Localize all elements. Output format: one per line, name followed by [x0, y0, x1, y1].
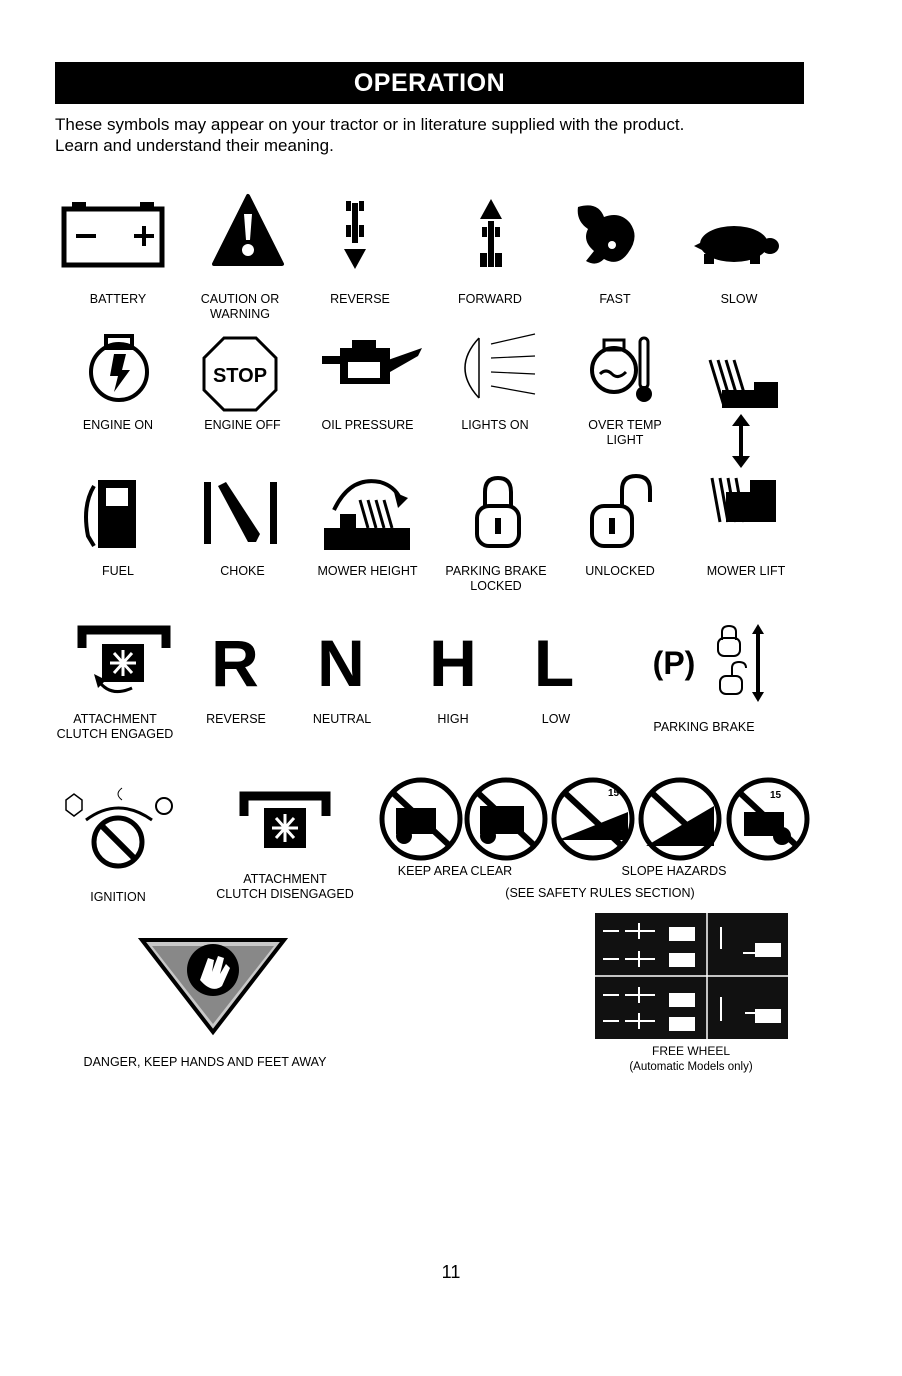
page-number: 11 — [441, 1262, 461, 1282]
padlock-locked-icon — [473, 474, 523, 550]
danger-hands-icon — [138, 936, 288, 1036]
oil-can-icon — [318, 338, 424, 394]
caution-label-line-1: CAUTION OR — [200, 292, 280, 306]
oil-pressure-label: OIL PRESSURE — [321, 418, 414, 432]
attachment-engaged-label — [40, 712, 190, 742]
engine-on-icon — [84, 332, 154, 404]
unlocked-label: UNLOCKED — [585, 564, 655, 578]
rabbit-icon — [568, 197, 644, 273]
ignition-label: IGNITION — [90, 890, 146, 904]
attachment-engaged-line-2: CLUTCH ENGAGED — [56, 727, 174, 741]
slope-3-degree-text: 15 — [770, 790, 782, 801]
attachment-disengaged-label — [200, 872, 370, 902]
danger-label: DANGER, KEEP HANDS AND FEET AWAY — [83, 1055, 327, 1069]
keep-area-clear-icon-2 — [467, 780, 545, 858]
reverse-letter: R — [211, 626, 259, 700]
slope-hazards-label: SLOPE HAZARDS — [621, 864, 727, 878]
parking-brake-locked-line-1: PARKING BRAKE — [445, 564, 547, 578]
free-wheel-panel — [595, 913, 788, 1039]
parking-brake-locked-label — [432, 564, 560, 594]
mower-down-icon — [704, 354, 784, 410]
forward-arrow-icon — [476, 197, 506, 271]
choke-label: CHOKE — [220, 564, 265, 578]
over-temp-label — [570, 418, 680, 448]
padlock-unlocked-icon — [588, 472, 664, 550]
attachment-clutch-disengaged-icon — [238, 786, 332, 852]
headlight-icon — [447, 330, 539, 406]
slope-hazard-icon-3 — [729, 780, 807, 858]
attachment-disengaged-line-1: ATTACHMENT — [243, 872, 327, 886]
free-wheel-label: FREE WHEEL — [651, 1044, 730, 1058]
reverse-letter-label: REVERSE — [206, 712, 266, 726]
low-letter: L — [533, 626, 575, 700]
battery-label: BATTERY — [89, 292, 147, 306]
stop-sign-text: STOP — [212, 365, 268, 387]
mower-height-label: MOWER HEIGHT — [317, 564, 418, 578]
up-down-arrow-icon — [730, 412, 752, 470]
mower-up-icon — [706, 474, 778, 524]
automatic-models-label: (Automatic Models only) — [629, 1061, 753, 1073]
slope-hazard-icon-1 — [554, 780, 632, 858]
slow-label: SLOW — [720, 292, 758, 306]
low-label: LOW — [541, 712, 571, 726]
high-letter: H — [429, 626, 477, 700]
slope-hazard-icon-2 — [641, 780, 719, 858]
parking-brake-icon — [644, 622, 784, 704]
reverse-label: REVERSE — [330, 292, 390, 306]
turtle-icon — [688, 218, 780, 266]
page-title: OPERATION — [55, 62, 804, 104]
intro-text — [55, 114, 835, 156]
fast-label: FAST — [599, 292, 631, 306]
caution-warning-icon — [210, 192, 286, 268]
high-label: HIGH — [437, 712, 469, 726]
over-temp-label-line-2: LIGHT — [606, 433, 644, 447]
safety-hazard-circles — [378, 776, 812, 862]
reverse-arrow-icon — [340, 197, 370, 271]
engine-off-label: ENGINE OFF — [204, 418, 281, 432]
mower-lift-label: MOWER LIFT — [706, 564, 786, 578]
neutral-label: NEUTRAL — [312, 712, 372, 726]
neutral-letter: N — [317, 626, 365, 700]
caution-label-line-2: WARNING — [210, 307, 270, 321]
attachment-engaged-line-1: ATTACHMENT — [73, 712, 157, 726]
over-temp-icon — [586, 334, 656, 404]
fuel-pump-icon — [80, 476, 140, 552]
mower-height-icon — [320, 470, 414, 552]
keep-area-clear-label: KEEP AREA CLEAR — [397, 864, 513, 878]
attachment-disengaged-line-2: CLUTCH DISENGAGED — [216, 887, 354, 901]
intro-line-1: These symbols may appear on your tractor or in literature supplied with the product. — [55, 115, 685, 134]
forward-label: FORWARD — [458, 292, 522, 306]
attachment-clutch-engaged-icon — [76, 620, 172, 700]
see-safety-rules-label: (SEE SAFETY RULES SECTION) — [505, 886, 695, 900]
keep-area-clear-icon-1 — [382, 780, 460, 858]
battery-icon — [60, 200, 170, 268]
ignition-switch-icon — [58, 780, 188, 872]
choke-icon — [200, 480, 284, 546]
engine-on-label: ENGINE ON — [82, 418, 154, 432]
parking-p-text: (P) — [652, 645, 696, 681]
intro-line-2: Learn and understand their meaning. — [55, 136, 334, 155]
slope-1-degree-text: 15 — [608, 788, 620, 799]
over-temp-label-line-1: OVER TEMP — [588, 418, 662, 432]
parking-brake-locked-line-2: LOCKED — [470, 579, 522, 593]
stop-sign-icon — [200, 334, 280, 414]
parking-brake-label: PARKING BRAKE — [653, 720, 755, 734]
fuel-label: FUEL — [102, 564, 134, 578]
lights-on-label: LIGHTS ON — [461, 418, 529, 432]
caution-label — [180, 292, 300, 322]
